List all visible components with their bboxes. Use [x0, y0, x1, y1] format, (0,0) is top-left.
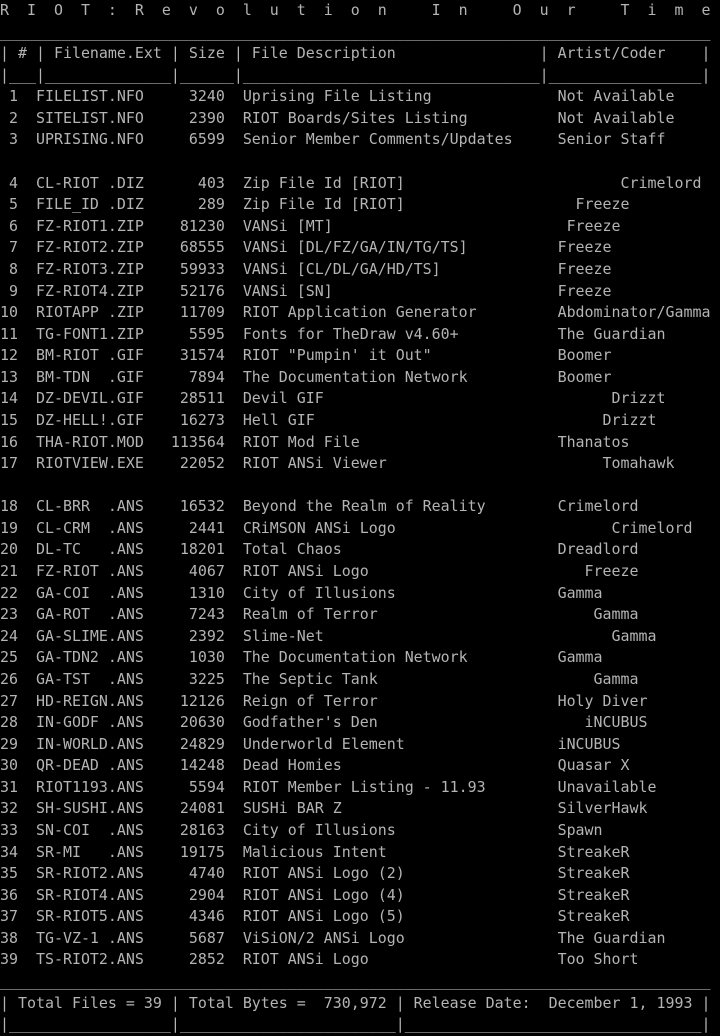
file-row: 12 BM-RIOT .GIF 31574 RIOT "Pumpin' it Out" Boomer [0, 346, 612, 365]
file-row: 7 FZ-RIOT2.ZIP 68555 VANSi [DL/FZ/GA/IN/TG/TS] Freeze [0, 238, 612, 257]
file-row: 2 SITELIST.NFO 2390 RIOT Boards/Sites Listing Not Available [0, 108, 675, 127]
file-row: 37 SR-RIOT5.ANS 4346 RIOT ANSi Logo (5) StreakeR [0, 907, 630, 926]
file-row: 31 RIOT1193.ANS 5594 RIOT Member Listing - 11.93 Unavailable [0, 777, 657, 796]
file-row: 25 GA-TDN2 .ANS 1030 The Documentation Network Gamma [0, 648, 603, 667]
file-row: 39 TS-RIOT2.ANS 2852 RIOT ANSi Logo Too Short [0, 950, 639, 969]
blank-line [0, 151, 720, 173]
file-row: 36 SR-RIOT4.ANS 2904 RIOT ANSi Logo (4) StreakeR [0, 885, 630, 904]
file-row: 11 TG-FONT1.ZIP 5595 Fonts for TheDraw v4.60+ The Guardian [0, 324, 666, 343]
table-header-row: | # | Filename.Ext | Size | File Description | Artist/Coder | [0, 44, 711, 63]
file-row: 10 RIOTAPP .ZIP 11709 RIOT Application Generator Abdominator/Gamma [0, 303, 711, 322]
footer-totals-row: | Total Files = 39 | Total Bytes = 730,972 | Release Date: December 1, 1993 | [0, 993, 711, 1012]
file-row: 9 FZ-RIOT4.ZIP 52176 VANSi [SN] Freeze [0, 281, 612, 300]
page-title [0, 0, 720, 22]
file-row: 18 CL-BRR .ANS 16532 Beyond the Realm of Reality Crimelord [0, 497, 639, 516]
file-row: 3 UPRISING.NFO 6599 Senior Member Comments/Updates Senior Staff [0, 130, 666, 149]
table-header-underline: |___|______________|______|_________________________________|_________________| [0, 65, 711, 84]
file-rows [0, 86, 720, 971]
file-row: 6 FZ-RIOT1.ZIP 81230 VANSi [MT] Freeze [0, 216, 621, 235]
file-row: 26 GA-TST .ANS 3225 The Septic Tank Gamma [0, 669, 639, 688]
file-row: 34 SR-MI .ANS 19175 Malicious Intent StreakeR [0, 842, 630, 861]
footer-bottom-rule: |__________________|________________________|_________________________________| [0, 1015, 711, 1034]
file-row: 38 TG-VZ-1 .ANS 5687 ViSiON/2 ANSi Logo The Guardian [0, 928, 666, 947]
file-row: 17 RIOTVIEW.EXE 22052 RIOT ANSi Viewer Tomahawk [0, 454, 675, 473]
file-row: 24 GA-SLIME.ANS 2392 Slime-Net Gamma [0, 626, 657, 645]
file-row: 1 FILELIST.NFO 3240 Uprising File Listing Not Available [0, 87, 675, 106]
file-row: 8 FZ-RIOT3.ZIP 59933 VANSi [CL/DL/GA/HD/TS] Freeze [0, 259, 612, 278]
file-row: 14 DZ-DEVIL.GIF 28511 Devil GIF Drizzt [0, 389, 666, 408]
file-row: 22 GA-COI .ANS 1310 City of Illusions Gamma [0, 583, 603, 602]
file-row: 23 GA-ROT .ANS 7243 Realm of Terror Gamma [0, 605, 639, 624]
file-row: 19 CL-CRM .ANS 2441 CRiMSON ANSi Logo Crimelord [0, 518, 693, 537]
file-row: 21 FZ-RIOT .ANS 4067 RIOT ANSi Logo Freeze [0, 562, 639, 581]
file-row: 33 SN-COI .ANS 28163 City of Illusions Spawn [0, 820, 603, 839]
file-row: 15 DZ-HELL!.GIF 16273 Hell GIF Drizzt [0, 410, 657, 429]
file-row: 29 IN-WORLD.ANS 24829 Underworld Element iNCUBUS [0, 734, 621, 753]
file-row: 13 BM-TDN .GIF 7894 The Documentation Network Boomer [0, 367, 612, 386]
file-row: 16 THA-RIOT.MOD 113564 RIOT Mod File Thanatos [0, 432, 630, 451]
footer-top-rule: _______________________________________________________________________________ [0, 972, 711, 991]
file-row: 27 HD-REIGN.ANS 12126 Reign of Terror Holy Diver [0, 691, 648, 710]
file-row: 35 SR-RIOT2.ANS 4740 RIOT ANSi Logo (2) StreakeR [0, 864, 630, 883]
file-row: 4 CL-RIOT .DIZ 403 Zip File Id [RIOT] Crimelord [0, 173, 702, 192]
title-underline-rule: _______________________________________________________________________________ [0, 22, 711, 41]
file-row: 28 IN-GODF .ANS 20630 Godfather's Den iNCUBUS [0, 713, 648, 732]
file-row: 20 DL-TC .ANS 18201 Total Chaos Dreadlord [0, 540, 639, 559]
title-text: R I O T : R e v o l u t i o n I n O u r T i m e [0, 1, 711, 19]
file-row: 32 SH-SUSHI.ANS 24081 SUSHi BAR Z SilverHawk [0, 799, 648, 818]
blank-line [0, 475, 720, 497]
file-row: 5 FILE_ID .DIZ 289 Zip File Id [RIOT] Freeze [0, 195, 630, 214]
file-row: 30 QR-DEAD .ANS 14248 Dead Homies Quasar X [0, 756, 630, 775]
